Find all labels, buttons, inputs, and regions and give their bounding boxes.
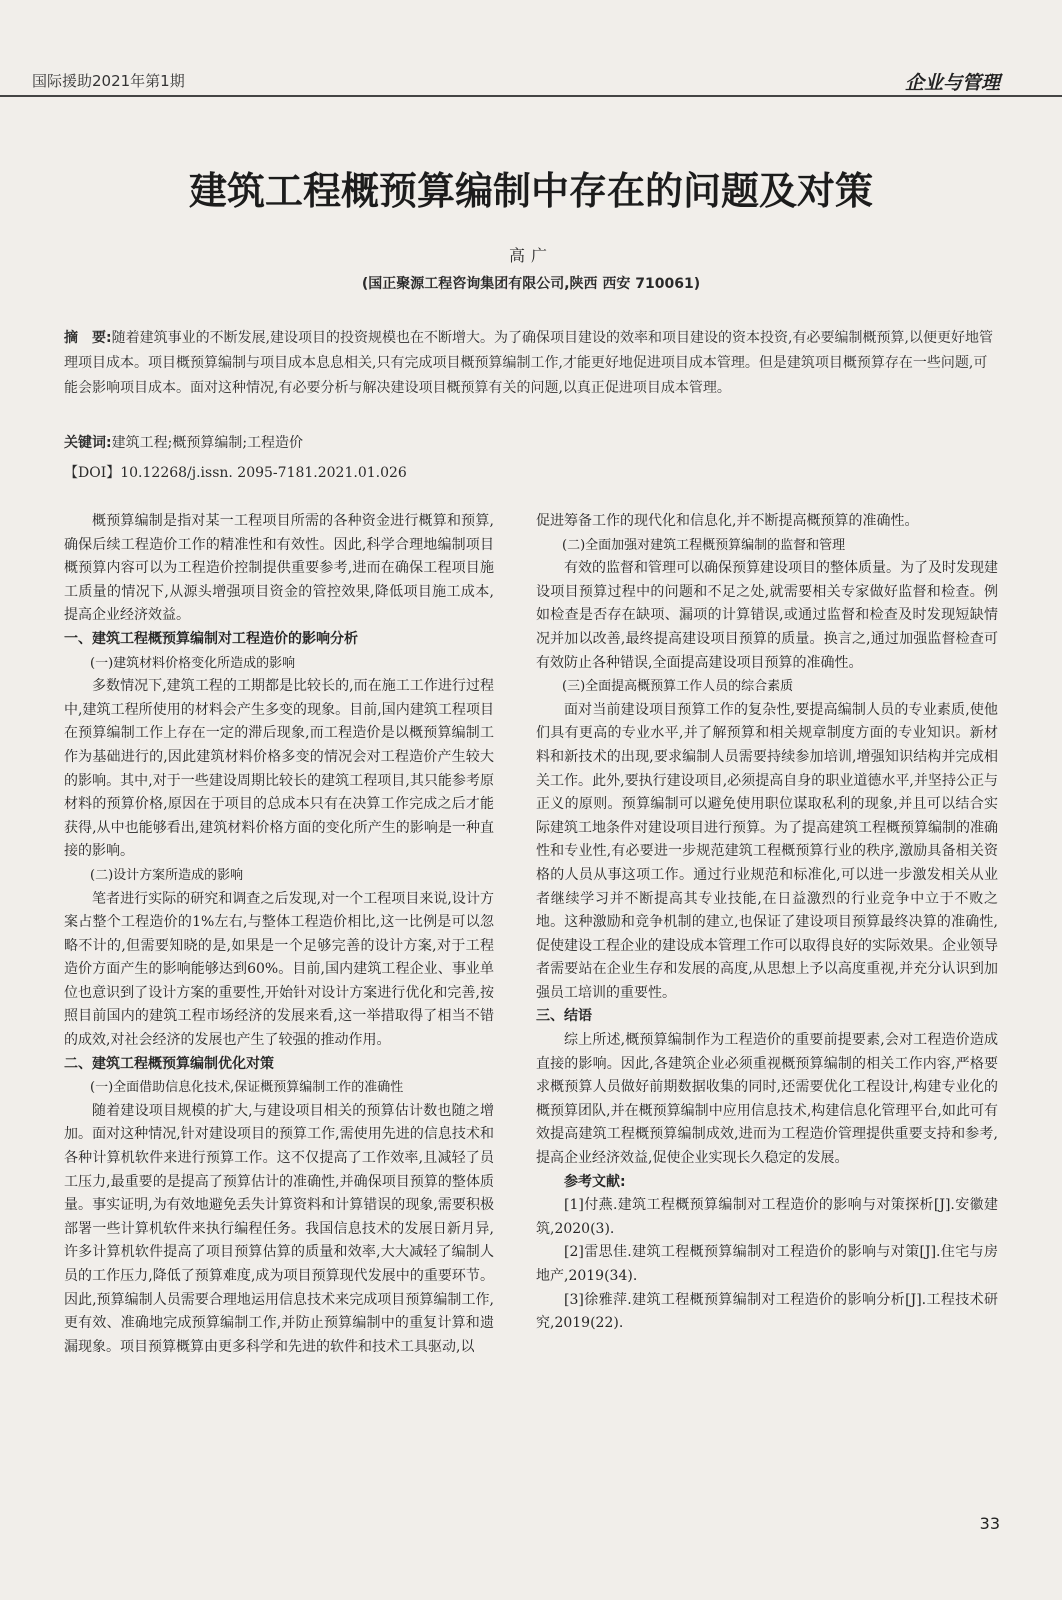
paragraph: 综上所述,概预算编制作为工程造价的重要前提要素,会对工程造价造成直接的影响。因此,各建筑企业必须重视概预算编制的相关工作内容,严格要求概预算人员做好前期数据收集的同时,还需要优化工程设计,构建专业化的概预算团队,并在概预算编制中应用信息技术,构建信息化管理平台,如此可有效提高建筑工程概预算编制成效,进而为工程造价管理提供重要支持和参考,提高企业经济效益,促使企业实现长久稳定的发展。 (536, 1032, 998, 1167)
doi-label: 【DOI】 (64, 465, 121, 481)
keywords (64, 432, 999, 452)
subsection-heading-2-3: (三)全面提高概预算工作人员的综合素质 (562, 679, 794, 695)
subsection-heading-1-2: (二)设计方案所造成的影响 (90, 867, 244, 883)
reference-item: [2]雷思佳.建筑工程概预算编制对工程造价的影响与对策[J].住宅与房地产,2019(34). (536, 1244, 998, 1284)
right-column (536, 510, 998, 1336)
author-affiliation: (国正聚源工程咨询集团有限公司,陕西 西安 710061) (361, 276, 701, 292)
reference-item: [3]徐雅萍.建筑工程概预算编制对工程造价的影响分析[J].工程技术研究,2019(22). (536, 1291, 998, 1332)
references-title: 参考文献: (564, 1173, 626, 1190)
article-author: 高广 (508, 246, 553, 265)
paragraph: 随着建设项目规模的扩大,与建设项目相关的预算估计数也随之增加。面对这种情况,针对建设项目的预算工作,需使用先进的信息技术和各种计算机软件来进行预算工作。这不仅提高了工作效率,且减轻了员工压力,最重要的是提高了预算估计的准确性,并确保项目预算的整体质量。事实证明,为有效地避免丢失计算资料和计算错误的现象,需要积极部署一些计算机软件来执行编程任务。我国信息技术的发展日新月异,许多计算机软件提高了项目预算估算的质量和效率,大大减轻了编制人员的工作压力,降低了预算难度,成为项目预算现代发展中的重要环节。因此,预算编制人员需要合理地运用信息技术来完成项目预算编制工作,更有效、准确地完成预算编制工作,并防止预算编制中的重复计算和遗漏现象。项目预算概算由更多科学和先进的软件和技术工具驱动,以 (64, 1102, 494, 1355)
section-heading-1: 一、建筑工程概预算编制对工程造价的影响分析 (64, 630, 358, 647)
journal-issue: 国际援助2021年第1期 (32, 72, 185, 90)
section-title: 企业与管理 (904, 72, 1000, 94)
reference-item: [1]付燕.建筑工程概预算编制对工程造价的影响与对策探析[J].安徽建筑,2020(3). (536, 1197, 998, 1237)
page-number: 33 (979, 1514, 1000, 1533)
left-column (64, 510, 494, 1359)
keywords-text: 建筑工程;概预算编制;工程造价 (111, 435, 304, 451)
paragraph: 促进筹备工作的现代化和信息化,并不断提高概预算的准确性。 (536, 513, 919, 529)
subsection-heading-2-2: (二)全面加强对建筑工程概预算编制的监督和管理 (562, 537, 846, 553)
section-heading-2: 二、建筑工程概预算编制优化对策 (64, 1055, 274, 1072)
subsection-heading-2-1: (一)全面借助信息化技术,保证概预算编制工作的准确性 (90, 1080, 404, 1096)
paragraph: 多数情况下,建筑工程的工期都是比较长的,而在施工工作进行过程中,建筑工程所使用的材料会产生多变的现象。目前,国内建筑工程项目在预算编制工作上存在一定的滞后现象,而工程造价是以概预算编制工作为基础进行的,因此建筑材料价格多变的情况会对工程造价产生较大的影响。其中,对于一些建设周期比较长的建筑工程项目,其只能参考原材料的预算价格,原因在于项目的总成本只有在决算工作完成之后才能获得,从中也能够看出,建筑材料价格方面的变化所产生的影响是一种直接的影响。 (64, 678, 494, 860)
abstract-text: 随着建筑事业的不断发展,建设项目的投资规模也在不断增大。为了确保项目建设的效率和项目建设的资本投资,有必要编制概预算,以便更好地管理项目成本。项目概预算编制与项目成本息息相关,只有完成项目概预算编制工作,才能更好地促进项目成本管理。但是建筑项目概预算存在一些问题,可能会影响项目成本。面对这种情况,有必要分析与解决建设项目概预算有关的问题,以真正促进项目成本管理。 (64, 330, 993, 396)
paragraph: 面对当前建设项目预算工作的复杂性,要提高编制人员的专业素质,使他们具有更高的专业水平,并了解预算和相关规章制度方面的专业知识。新材料和新技术的出现,要求编制人员需要持续参加培训,增强知识结构并完成相关工作。此外,要执行建设项目,必须提高自身的职业道德水平,并坚持公正与正义的原则。预算编制可以避免使用职位谋取私利的现象,并且可以结合实际建筑工地条件对建设项目进行预算。为了提高建筑工程概预算编制的准确性和专业性,有必要进一步规范建筑工程概预算行业的秩序,激励具备相关资格的人员从事这项工作。通过行业规范和标准化,可以进一步激发相关从业者继续学习并不断提高其专业技能,在日益激烈的行业竞争中立于不败之地。这种激励和竞争机制的建立,也保证了建设项目预算最终决算的准确性,促使建设工程企业的建设成本管理工作可以取得良好的实际效果。企业领导者需要站在企业生存和发展的高度,从思想上予以高度重视,并充分认识到加强员工培训的重要性。 (536, 701, 998, 1001)
paragraph: 有效的监督和管理可以确保预算建设项目的整体质量。为了及时发现建设项目预算过程中的问题和不足之处,就需要相关专家做好监督和检查。例如检查是否存在缺项、漏项的计算错误,或通过监督和检查及时发现短缺情况并加以改善,最终提高建设项目预算的质量。换言之,通过加强监督检查可有效防止各种错误,全面提高建设项目预算的准确性。 (536, 560, 998, 671)
intro-paragraph: 概预算编制是指对某一工程项目所需的各种资金进行概算和预算,确保后续工程造价工作的精准性和有效性。因此,科学合理地编制项目概预算内容可以为工程造价控制提供重要参考,进而在确保工程项目施工质量的情况下,从源头增强项目资金的管控效果,降低项目施工成本,提高企业经济效益。 (64, 513, 494, 624)
paragraph: 笔者进行实际的研究和调查之后发现,对一个工程项目来说,设计方案占整个工程造价的1%左右,与整体工程造价相比,这一比例是可以忽略不计的,但需要知晓的是,如果是一个足够完善的设计方案,对于工程造价方面产生的影响能够达到60%。目前,国内建筑工程企业、事业单位也意识到了设计方案的重要性,开始针对设计方案进行优化和完善,按照目前国内的建筑工程市场经济的发展来看,这一举措取得了相当不错的成效,对社会经济的发展也产生了较强的推动作用。 (64, 890, 494, 1049)
doi (64, 462, 999, 482)
article-title: 建筑工程概预算编制中存在的问题及对策 (188, 169, 873, 213)
abstract (64, 326, 999, 401)
abstract-label: 摘 要: (64, 330, 112, 346)
header-divider (0, 95, 1062, 97)
keywords-label: 关键词: (64, 435, 112, 451)
section-heading-3: 三、结语 (536, 1008, 592, 1025)
doi-text: 10.12268/j.issn. 2095-7181.2021.01.026 (120, 465, 407, 481)
subsection-heading-1-1: (一)建筑材料价格变化所造成的影响 (90, 655, 296, 671)
